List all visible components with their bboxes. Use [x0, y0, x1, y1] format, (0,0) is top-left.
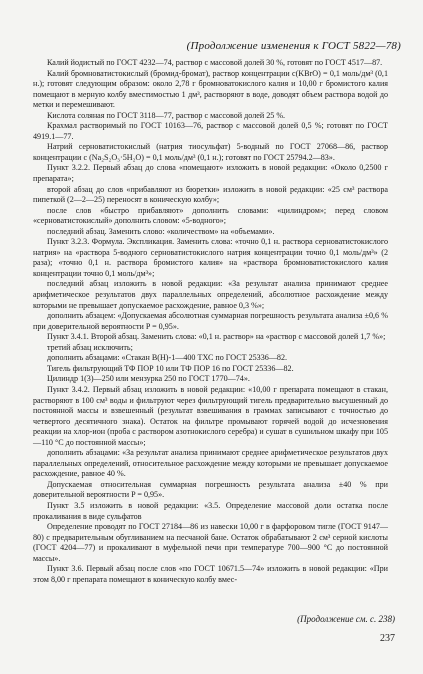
paragraph: дополнить абзацем: «Допускаемая абсолютная суммарная погрешность результата анализа ±0,6 % при доверительной вероятности P = 0,95». — [33, 311, 388, 331]
paragraph: Пункт 3.5 изложить в новой редакции: «3.5. Определение массовой доли остатка после прокаливания в виде сульфатов — [33, 500, 388, 521]
paragraph: Натрий серноватистокислый (натрия тиосульфат) 5-водный по ГОСТ 27068—86, раствор концентрации с (Na₂S₂O₃·5H₂O) = 0,1 моль/дм³ (0,1 н.); готовят по ГОСТ 25794.2—83». — [33, 142, 388, 162]
paragraph: Определение проводят по ГОСТ 27184—86 из навески 10,00 г в фарфоровом тигле (ГОСТ 9147—80) с предварительным обугливанием на песчаной бане. Остаток обрабатывают 2 см³ серной кислоты (ГОСТ 4204—77) и прокаливают в муфельной печи при температуре 700—900 °С до постоянной массы». — [33, 522, 388, 563]
paragraph: Цилиндр 1(3)—250 или мензурка 250 по ГОСТ 1770—74». — [47, 374, 250, 384]
paragraph: Калий бромноватистокислый (бромид-бромат), раствор концентрации c(KBrO) = 0,1 моль/дм³ (0,1 н.); готовят следующим образом: около 2,78 г бромноватокислого калия и 10,00 г бромистого калия помещают в мерную колбу вместимостью 1 дм³, растворяют в воде, доводят объем раствора водой до метки и перемешивают. — [33, 68, 388, 110]
paragraph: Допускаемая относительная суммарная погрешность результата анализа ±40 % при доверительной вероятности P = 0,95». — [33, 479, 388, 500]
paragraph: второй абзац до слов «прибавляют из бюретки» изложить в новой редакции: «25 см³ раствора пипеткой (2—2—25) переносят в коническую колбу»; — [33, 184, 388, 205]
paragraph: Тигель фильтрующий ТФ ПОР 10 или ТФ ПОР 16 по ГОСТ 25336—82. — [47, 363, 294, 373]
paragraph: Пункт 3.2.3. Формула. Экспликация. Заменить слова: «точно 0,1 н. раствора серноватистокислого натрия» на «раствора 5-водного серноватистокислого натрия концентрации точно 0,1 моль/дм³» (2 раза); «точно 0,1 н. раствора бромистого калия» на «раствора бромноватистокислого калия концентрации точно 0,1 моль/дм³»; — [33, 237, 388, 278]
paragraph: Пункт 3.2.2. Первый абзац до слова «помещают» изложить в новой редакции: «Около 0,2500 г препарата»; — [33, 163, 388, 184]
paragraph: Пункт 3.6. Первый абзац после слов «по ГОСТ 10671.5—74» изложить в новой редакции: «При этом 8,00 г препарата помещают в коническую колбу вмес- — [33, 564, 388, 584]
paragraph: Калий йодистый по ГОСТ 4232—74, раствор с массовой долей 30 %, готовят по ГОСТ 4517—87. — [47, 58, 383, 67]
paragraph: Пункт 3.4.1. Второй абзац. Заменить слова: «0,1 н. раствор» на «раствор с массовой долей 1,7 %»; — [47, 332, 386, 342]
paragraph: дополнить абзацами: «Стакан В(Н)-1—400 ТХС по ГОСТ 25336—82. — [47, 353, 288, 363]
paragraph: Кислота соляная по ГОСТ 3118—77, раствор с массовой долей 25 %. — [47, 110, 286, 120]
paragraph: последний абзац. Заменить слово: «количеством» на «объемами». — [47, 226, 275, 236]
main-text — [33, 58, 388, 585]
page-header: (Продолжение изменения к ГОСТ 5822—78) — [186, 40, 401, 52]
page-number: 237 — [380, 633, 395, 644]
paragraph: дополнить абзацами: «За результат анализа принимают среднее арифметическое результатов двух параллельных определений, относительное расхождение между которыми не превышает допускаемое расхождение, равное 40 %. — [33, 448, 388, 479]
paragraph: третий абзац исключить; — [47, 342, 133, 352]
paragraph: после слов «быстро прибавляют» дополнить словами: «цилиндром»; перед словом «серноватистокислый» дополнить словом: «5-водного»; — [33, 205, 388, 226]
continuation-note: (Продолжение см. с. 238) — [297, 614, 395, 624]
paragraph: последний абзац изложить в новой редакции: «За результат анализа принимают среднее арифметическое результатов двух параллельных определений, абсолютное расхождение между которыми не превышает допускаемое расхождение, равное 0,3 %»; — [33, 279, 388, 310]
paragraph: Пункт 3.4.2. Первый абзац изложить в новой редакции: «10,00 г препарата помещают в стакан, растворяют в 100 см³ воды и фильтруют через фильтрующий тигель предварительно высушенный до постоянной массы и взвешенный (результат взвешивания в граммах записывают с точностью до четвертого десятичного знака). Остаток на фильтре промывают горячей водой до исчезновения реакции на хлор-ион (проба с раствором азотнокислого серебра) и сушат в сушильном шкафу при 105—110 °С до постоянной массы»; — [33, 384, 388, 447]
paragraph: Крахмал растворимый по ГОСТ 10163—76, раствор с массовой долей 0,5 %; готовят по ГОСТ 4919.1—77. — [33, 121, 388, 141]
